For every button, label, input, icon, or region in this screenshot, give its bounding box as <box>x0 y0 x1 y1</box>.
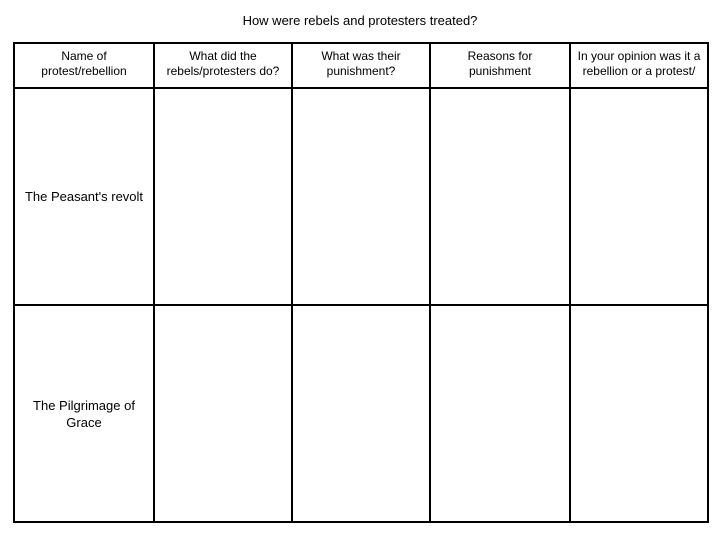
row-name: The Pilgrimage of Grace <box>33 397 135 430</box>
row-name-cell <box>14 305 154 522</box>
answer-cell[interactable] <box>430 88 570 305</box>
header-label: Reasons for punishment <box>467 49 533 78</box>
header-opinion <box>570 43 708 88</box>
header-label: What was their punishment? <box>321 49 401 78</box>
answer-cell[interactable] <box>570 305 708 522</box>
header-name-of-protest <box>14 43 154 88</box>
header-label: Name of protest/rebellion <box>41 49 127 78</box>
header-what-did-they-do <box>154 43 292 88</box>
table-row <box>14 88 708 305</box>
header-label: What did the rebels/protesters do? <box>166 49 280 78</box>
header-label: In your opinion was it a rebellion or a protest/ <box>577 49 701 78</box>
worksheet-table <box>13 42 709 523</box>
answer-cell[interactable] <box>570 88 708 305</box>
answer-cell[interactable] <box>154 88 292 305</box>
answer-cell[interactable] <box>154 305 292 522</box>
row-name-cell <box>14 88 154 305</box>
page-title: How were rebels and protesters treated? <box>242 13 478 28</box>
answer-cell[interactable] <box>430 305 570 522</box>
header-reasons <box>430 43 570 88</box>
table-row <box>14 305 708 522</box>
answer-cell[interactable] <box>292 305 430 522</box>
header-punishment <box>292 43 430 88</box>
answer-cell[interactable] <box>292 88 430 305</box>
row-name: The Peasant's revolt <box>24 189 144 204</box>
header-row <box>14 43 708 88</box>
